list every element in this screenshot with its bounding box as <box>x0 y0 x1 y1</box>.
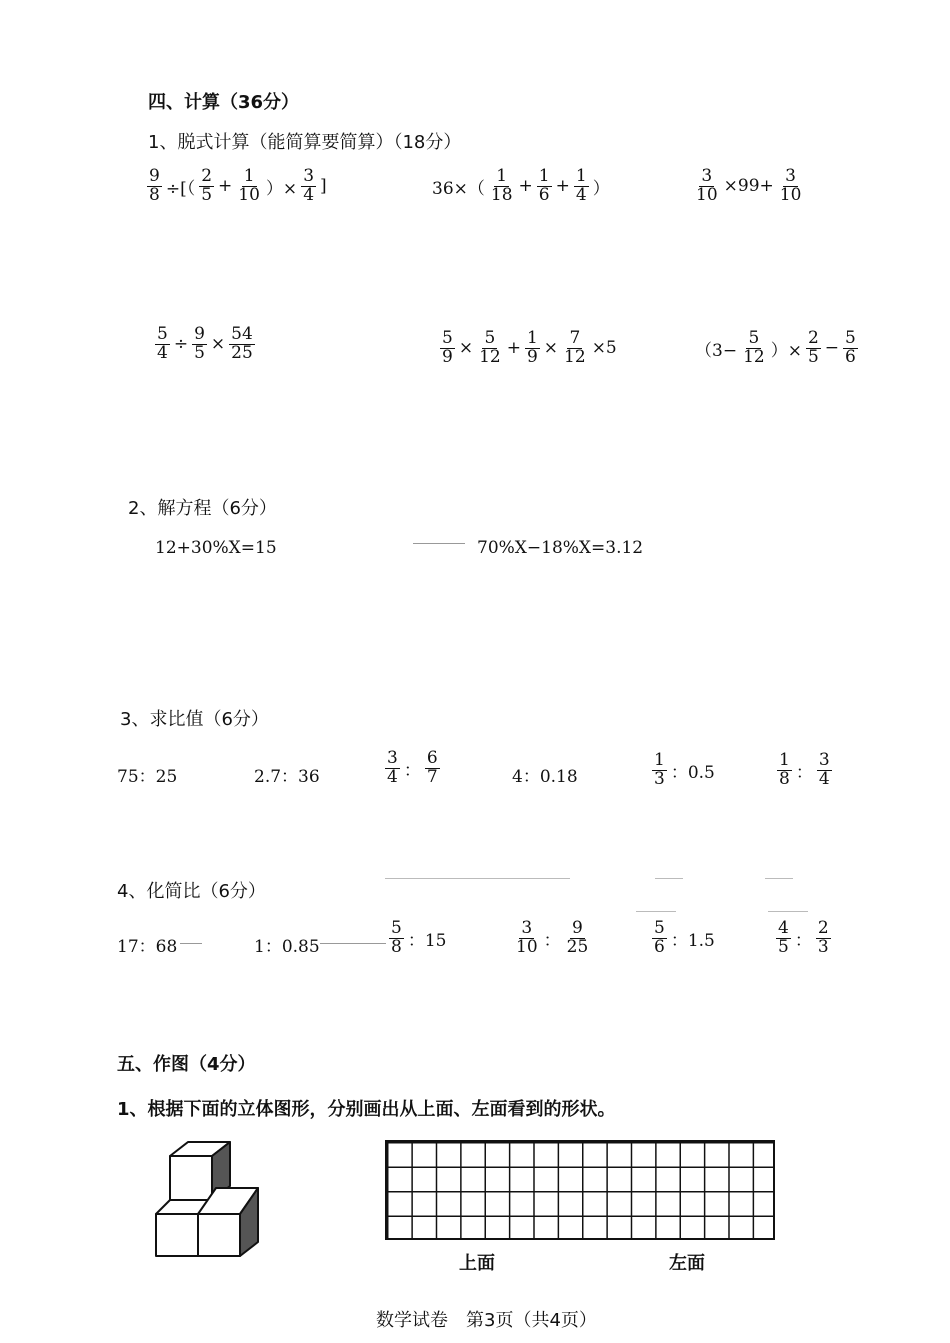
equation-2: 70%X−18%X=3.12 <box>477 538 644 558</box>
simplify-ratio-3: $\frac{5}{8}$ ：15 <box>391 918 447 957</box>
grid-label-top-view: 上面 <box>459 1253 495 1274</box>
drawing-grid[interactable] <box>385 1140 775 1240</box>
scan-mark <box>765 878 793 879</box>
scan-mark <box>320 943 386 944</box>
simplify-ratio-6: $\frac{4}{5}$ ： $\frac{2}{3}$ <box>778 918 829 957</box>
ratio-1: 75：25 <box>117 767 178 787</box>
ratio-6: $\frac{1}{8}$ ： $\frac{3}{4}$ <box>779 750 830 789</box>
calc-expression-4: $\frac{5}{4}$ ÷ $\frac{9}{5}$ × $\frac{54}{25}$ <box>157 324 253 363</box>
calc-expression-5: $\frac{5}{9}$ × $\frac{5}{12}$ + $\frac{1}{9}$ × $\frac{7}{12}$ ×5 <box>442 328 617 367</box>
cube-front-face <box>156 1214 198 1256</box>
grid-label-left-view: 左面 <box>669 1253 705 1274</box>
section4-title: 四、计算（36分） <box>148 92 300 113</box>
cube-front-face <box>198 1214 240 1256</box>
scan-mark <box>655 878 683 879</box>
calc-expression-2: 36×（ $\frac{1}{18}$ + $\frac{1}{6}$ + $\frac{1}{4}$ ） <box>432 166 610 205</box>
q4-title: 4、化简比（6分） <box>117 881 266 902</box>
calc-expression-1: $\frac{9}{8}$ ÷[（ $\frac{2}{5}$ + $\frac{1}{10}$ ）× $\frac{3}{4}$ ] <box>149 166 327 205</box>
calc-expression-3: $\frac{3}{10}$ ×99+ $\frac{3}{10}$ <box>696 166 802 205</box>
page-footer: 数学试卷 第3页（共4页） <box>376 1310 597 1331</box>
cube-figure <box>150 1138 275 1262</box>
ratio-3: $\frac{3}{4}$ ： $\frac{6}{7}$ <box>387 748 438 787</box>
equation-1: 12+30%X=15 <box>155 538 277 558</box>
scan-mark <box>385 878 570 879</box>
simplify-ratio-4: $\frac{3}{10}$ ： $\frac{9}{25}$ <box>516 918 589 957</box>
scan-mark <box>413 543 465 544</box>
q1-title: 1、脱式计算（能简算要简算）（18分） <box>148 132 462 153</box>
ratio-4: 4：0.18 <box>512 767 578 787</box>
ratio-5: $\frac{1}{3}$ ：0.5 <box>654 750 715 789</box>
scan-mark <box>180 943 202 944</box>
cube-front-face <box>170 1156 212 1200</box>
simplify-ratio-2: 1：0.85 <box>254 937 320 957</box>
ratio-2: 2.7：36 <box>254 767 320 787</box>
section5-question: 1、根据下面的立体图形，分别画出从上面、左面看到的形状。 <box>117 1099 616 1120</box>
q2-title: 2、解方程（6分） <box>128 498 277 519</box>
simplify-ratio-1: 17：68 <box>117 937 178 957</box>
calc-expression-6: （3− $\frac{5}{12}$ ）× $\frac{2}{5}$ − $\frac{5}{6}$ <box>695 328 856 367</box>
scan-mark <box>768 911 808 912</box>
simplify-ratio-5: $\frac{5}{6}$ ：1.5 <box>654 918 715 957</box>
section5-title: 五、作图（4分） <box>117 1054 256 1075</box>
scan-mark <box>636 911 676 912</box>
q3-title: 3、求比值（6分） <box>120 709 269 730</box>
